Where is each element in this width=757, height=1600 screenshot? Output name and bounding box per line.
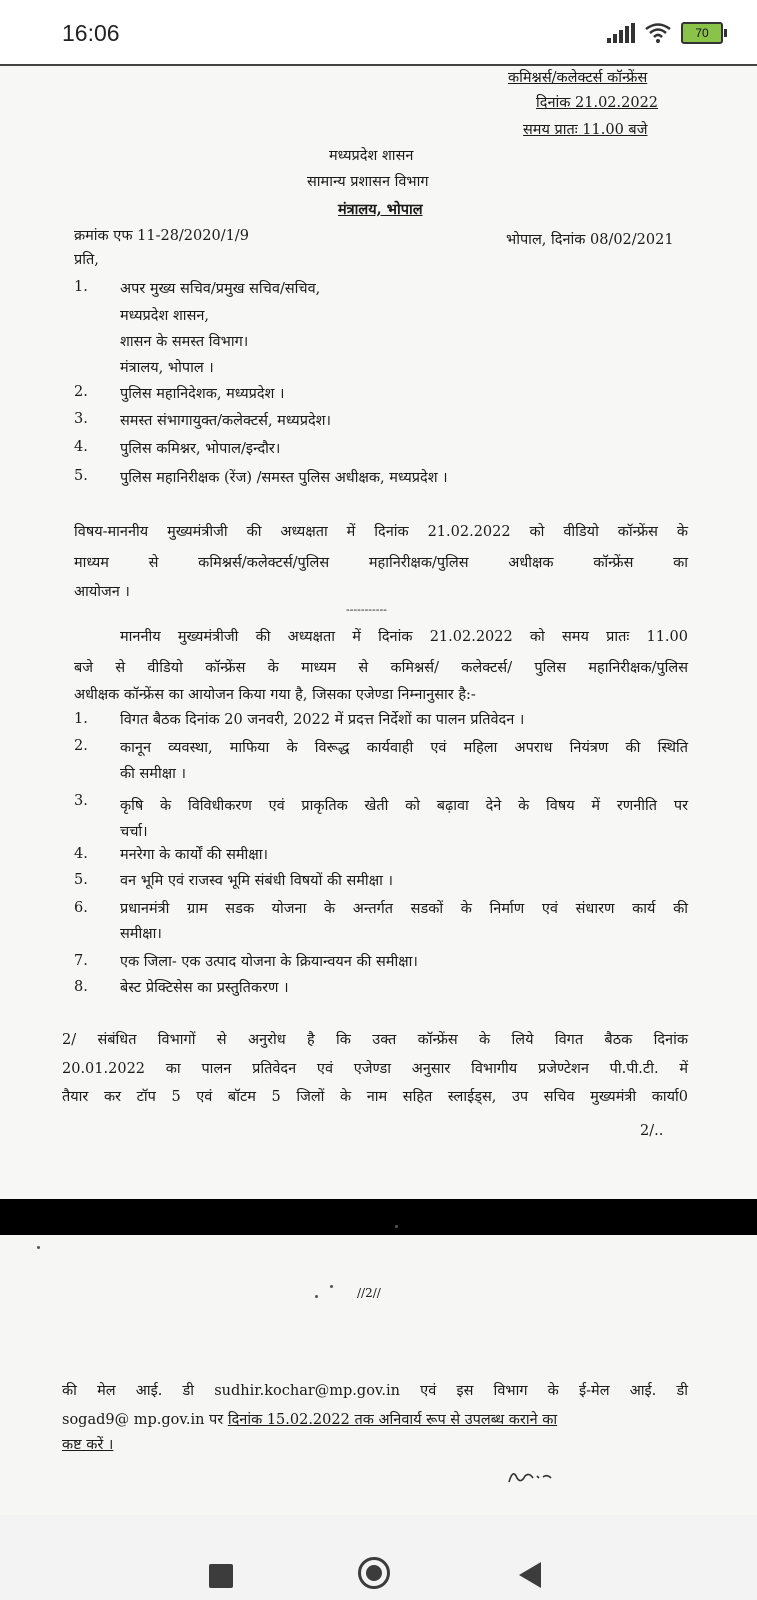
agenda-item: कृषि के विविधीकरण एवं प्राकृतिक खेती को बढ़ावा देने के विषय में रणनीति पर — [120, 798, 688, 814]
para2-line: 20.01.2022 का पालन प्रतिवेदन एवं एजेण्डा अनुसार विभागीय प्रजेण्टेशन पी.पी.टी. में — [62, 1061, 688, 1077]
conference-title: कमिश्नर्स/कलेक्टर्स कॉन्फ्रेंस — [508, 70, 648, 86]
para2-line: तैयार कर टॉप 5 एवं बॉटम 5 जिलों के नाम सहित स्लाईड्स, उप सचिव मुख्यमंत्री कार्या0 — [62, 1089, 688, 1105]
recipient-line: समस्त संभागायुक्त/कलेक्टर्स, मध्यप्रदेश। — [120, 413, 332, 429]
page2-line — [62, 1406, 557, 1435]
battery-icon — [681, 22, 727, 44]
reference-number: क्रमांक एफ 11-28/2020/1/9 — [74, 228, 249, 244]
agenda-number: 2. — [74, 738, 88, 754]
recipient-line: शासन के समस्त विभाग। — [120, 334, 249, 350]
page-number: //2// — [357, 1286, 381, 1300]
subject-line: माध्यम से कमिश्नर्स/कलेक्टर्स/पुलिस महानिरीक्षक/पुलिस अधीक्षक कॉन्फ्रेंस का — [74, 555, 688, 571]
recent-apps-button[interactable] — [209, 1564, 233, 1588]
agenda-item: बेस्ट प्रेक्टिसेस का प्रस्तुतिकरण । — [120, 980, 289, 996]
agenda-item: मनरेगा के कार्यों की समीक्षा। — [120, 847, 268, 863]
signature-icon — [505, 1466, 555, 1486]
heading-office: मंत्रालय, भोपाल — [338, 201, 423, 218]
agenda-number: 8. — [74, 979, 88, 995]
battery-level: 70 — [681, 22, 723, 44]
recipient-line: अपर मुख्य सचिव/प्रमुख सचिव/सचिव, — [120, 281, 321, 297]
status-icons — [607, 22, 727, 44]
agenda-item: कानून व्यवस्था, माफिया के विरूद्ध कार्यवाही एवं महिला अपराध नियंत्रण की स्थिति — [120, 740, 688, 756]
para2-line: 2/ संबंधित विभागों से अनुरोध है कि उक्त कॉन्फ्रेंस के लिये विगत बैठक दिनांक — [62, 1032, 688, 1048]
status-bar — [0, 0, 757, 66]
subject-line: आयोजन । — [74, 584, 130, 600]
conference-date: दिनांक 21.02.2022 — [536, 95, 659, 111]
agenda-item: की समीक्षा । — [120, 766, 186, 782]
page-continuation-marker: 2/.. — [640, 1123, 664, 1139]
heading-state: मध्यप्रदेश शासन — [329, 148, 414, 164]
signal-icon — [607, 23, 635, 43]
agenda-number: 1. — [74, 711, 88, 727]
agenda-number: 6. — [74, 900, 88, 916]
body-line: माननीय मुख्यमंत्रीजी की अध्यक्षता में दिनांक 21.02.2022 को समय प्रातः 11.00 — [120, 629, 688, 645]
recipient-line: पुलिस कमिश्नर, भोपाल/इन्दौर। — [120, 441, 281, 457]
agenda-item: समीक्षा। — [120, 926, 162, 942]
page2-deadline: दिनांक 15.02.2022 तक अनिवार्य रूप से उपलब्ध कराने का — [227, 1412, 558, 1428]
page2-line-closing: कष्ट करें । — [62, 1437, 114, 1453]
recipient-number: 3. — [74, 411, 88, 427]
agenda-number: 7. — [74, 953, 88, 969]
page-gap — [0, 1199, 757, 1235]
agenda-item: वन भूमि एवं राजस्व भूमि संबंधी विषयों की समीक्षा । — [120, 873, 393, 889]
home-button[interactable] — [358, 1557, 390, 1589]
agenda-number: 4. — [74, 846, 88, 862]
agenda-number: 5. — [74, 872, 88, 888]
letter-date: भोपाल, दिनांक 08/02/2021 — [506, 232, 674, 248]
recipient-line: मध्यप्रदेश शासन, — [120, 308, 210, 324]
separator: ----------- — [346, 603, 387, 616]
document-page-2[interactable] — [0, 1235, 757, 1515]
page2-line: की मेल आई. डी sudhir.kochar@mp.gov.in एवं इस विभाग के ई-मेल आई. डी — [62, 1383, 688, 1399]
recipient-line: मंत्रालय, भोपाल । — [120, 360, 214, 376]
to-label: प्रति, — [74, 252, 99, 268]
page2-email: sogad9@ mp.gov.in पर — [62, 1412, 228, 1428]
document-page-1[interactable] — [0, 64, 757, 1201]
recipient-line: पुलिस महानिदेशक, मध्यप्रदेश । — [120, 386, 285, 402]
wifi-icon — [645, 23, 671, 43]
conference-time: समय प्रातः 11.00 बजे — [523, 122, 648, 138]
recipient-number: 1. — [74, 279, 88, 295]
agenda-item: विगत बैठक दिनांक 20 जनवरी, 2022 में प्रदत्त निर्देशों का पालन प्रतिवेदन । — [120, 712, 525, 728]
heading-department: सामान्य प्रशासन विभाग — [307, 174, 429, 190]
recipient-number: 4. — [74, 439, 88, 455]
subject-line: विषय-माननीय मुख्यमंत्रीजी की अध्यक्षता में दिनांक 21.02.2022 को वीडियो कॉन्फ्रेंस के — [74, 524, 688, 540]
agenda-number: 3. — [74, 793, 88, 809]
back-button[interactable] — [519, 1562, 541, 1588]
recipient-number: 5. — [74, 468, 88, 484]
status-time: 16:06 — [62, 20, 120, 46]
recipient-number: 2. — [74, 384, 88, 400]
body-line: अधीक्षक कॉन्फ्रेंस का आयोजन किया गया है, जिसका एजेण्डा निम्नानुसार है:- — [74, 687, 476, 703]
agenda-item: प्रधानमंत्री ग्राम सडक योजना के अन्तर्गत सडकों के निर्माण एवं संधारण कार्य की — [120, 901, 688, 917]
body-line: बजे से वीडियो कॉन्फ्रेंस के माध्यम से कमिश्नर्स/ कलेक्टर्स/ पुलिस महानिरीक्षक/पुलिस — [74, 660, 688, 676]
agenda-item: चर्चा। — [120, 824, 148, 840]
agenda-item: एक जिला- एक उत्पाद योजना के क्रियान्वयन की समीक्षा। — [120, 954, 418, 970]
recipient-line: पुलिस महानिरीक्षक (रेंज) /समस्त पुलिस अधीक्षक, मध्यप्रदेश । — [120, 470, 448, 486]
